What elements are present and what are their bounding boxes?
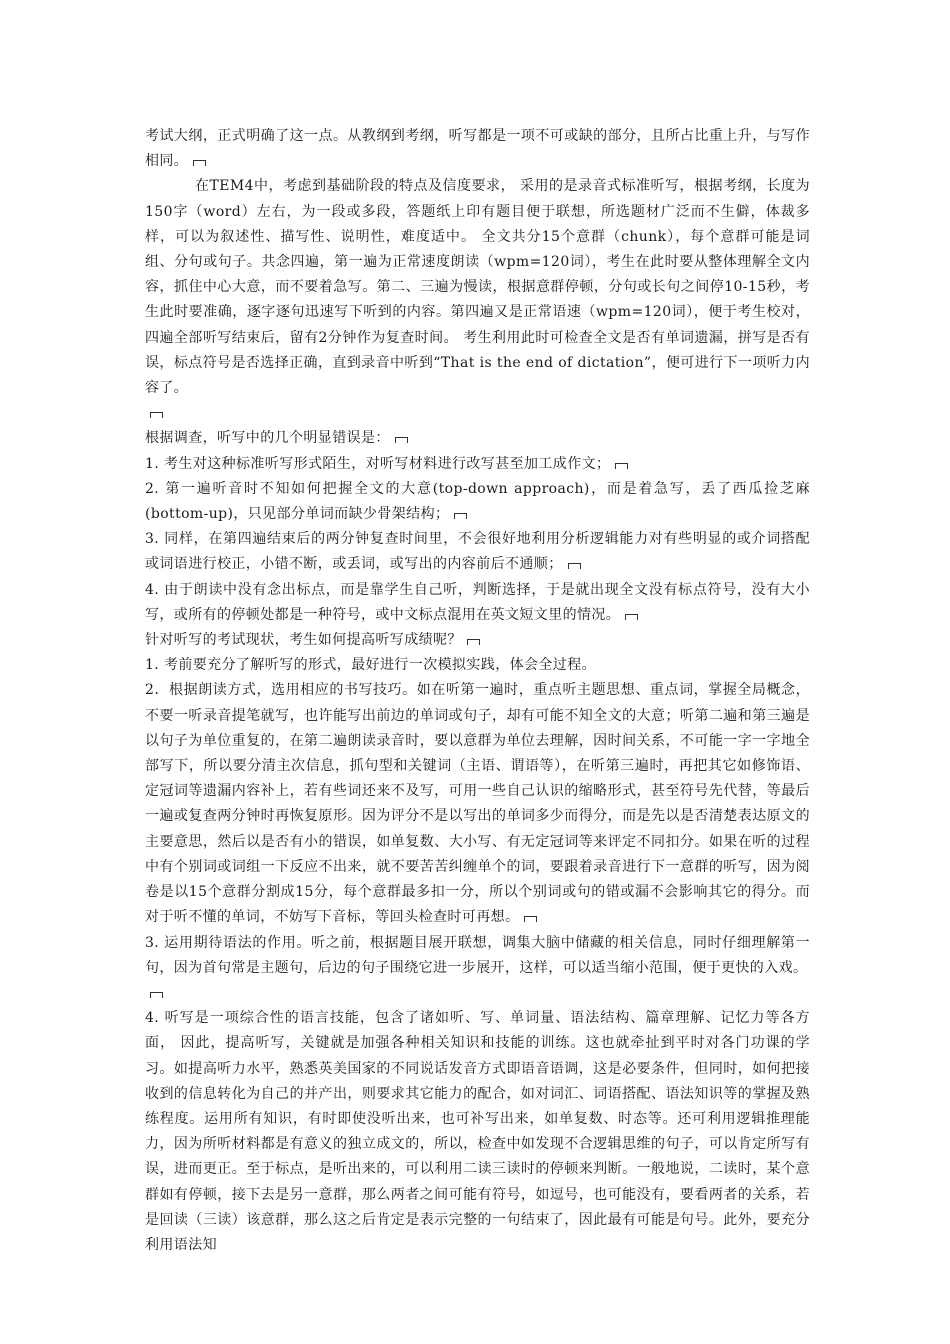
paragraph-tips-heading — [145, 628, 810, 653]
paragraph-mark-icon — [615, 463, 628, 469]
paragraph-text: 4. 听写是一项综合性的语言技能，包含了诸如听、写、单词量、语法结构、篇章理解、记忆力等各方面， 因此，提高听写，关键就是加强各种相关知识和技能的训练。这也就牵扯到平时对各门功课的学习。如提高听力水平，熟悉英美国家的不同说话发音方式即语音语调，这是必要条件，但同时，如何把接收到的信息转化为自己的并产出，则要求其它能力的配合，如对词汇、词语搭配、语法知识等的掌握及熟练程度。运用所有知识，有时即使没听出来，也可补写出来，如单复数、时态等。还可利用逻辑推理能力，因为所听材料都是有意义的独立成文的，所以，检查中如发现不合逻辑思维的句子，可以肯定所写有误，进而更正。至于标点，是听出来的，可以利用二读三读时的停顿来判断。一般地说，二读时，某个意群如有停顿，接下去是另一意群，那么两者之间可能有符号，如逗号，也可能没有，要看两者的关系，若是回读（三读）该意群，那么这之后肯定是表示完整的一句结束了，因此最有可能是句号。此外，要充分利用语法知 — [145, 1010, 810, 1253]
paragraph-text: 1. 考前要充分了解听写的形式，最好进行一次模拟实践，体会全过程。 — [145, 657, 597, 674]
list-item-error-2 — [145, 477, 810, 527]
empty-paragraph — [145, 981, 810, 1006]
list-item-tip-2 — [145, 678, 810, 930]
paragraph-text: 3. 运用期待语法的作用。听之前，根据题目展开联想，调集大脑中储藏的相关信息，同时仔细理解第一句，因为首句常是主题句，后边的句子围绕它进一步展开，这样，可以适当缩小范围，便于更快的入戏。 — [145, 934, 810, 976]
paragraph-mark-icon — [625, 614, 638, 620]
paragraph-text: 2. 第一遍听音时不知如何把握全文的大意(top-down approach)，而是着急写，丢了西瓜捡芝麻(bottom-up)，只见部分单词而缺少骨架结构； — [145, 480, 810, 523]
paragraph-text: 1. 考生对这种标准听写形式陌生，对听写材料进行改写甚至加工成作文； — [145, 455, 611, 472]
paragraph-intro-end — [145, 124, 810, 174]
paragraph-text: 在TEM4中，考虑到基础阶段的特点及信度要求， 采用的是录音式标准听写，根据考纲，长度为150字（word）左右，为一段或多段，答题纸上印有题目便于联想，所选题材广泛而不生僻，体裁多样，可以为叙述性、描写性、说明性，难度适中。 全文共分15个意群（chunk），每个意群可能是词组、分句或句子。共念四遍，第一遍为正常速度朗读（wpm=120词），考生在此时要从整体理解全文内容，抓住中心大意，而不要着急写。第二、三遍为慢读，根据意群停顿，分句或长句之间停10-15秒，考生此时要准确，逐字逐句迅速写下听到的内容。第四遍又是正常语速（wpm=120词），便于考生校对，四遍全部听写结束后，留有2分钟作为复查时间。 考生利用此时可检查全文是否有单词遗漏，拼写是否有误，标点符号是否选择正确，直到录音中听到“That is the end of dictation”，便可进行下一项听力内容了。 — [145, 178, 810, 397]
paragraph-mark-icon — [454, 513, 467, 519]
list-item-tip-4 — [145, 1006, 810, 1258]
paragraph-errors-heading — [145, 426, 810, 451]
list-item-error-4 — [145, 578, 810, 628]
paragraph-text: 针对听写的考试现状，考生如何提高听写成绩呢？ — [145, 632, 462, 649]
document-page — [145, 124, 810, 1258]
list-item-tip-3 — [145, 931, 810, 981]
paragraph-text: 3. 同样，在第四遍结束后的两分钟复查时间里，不会很好地利用分析逻辑能力对有些明显的或介词搭配或词语进行校正，小错不断，或丢词，或写出的内容前后不通顺； — [145, 531, 810, 573]
list-item-error-1 — [145, 452, 810, 477]
list-item-error-3 — [145, 527, 810, 577]
paragraph-text: 考试大纲，正式明确了这一点。从教纲到考纲，听写都是一项不可或缺的部分，且所占比重上升，与写作相同。 — [145, 128, 810, 170]
paragraph-mark-icon — [568, 563, 581, 569]
paragraph-mark-icon — [467, 639, 480, 645]
list-item-tip-1 — [145, 653, 810, 678]
paragraph-tem4-overview — [145, 174, 810, 401]
paragraph-text: 根据调查，听写中的几个明显错误是： — [145, 430, 390, 447]
paragraph-mark-icon — [395, 437, 408, 443]
paragraph-text: 2．根据朗读方式，选用相应的书写技巧。如在听第一遍时，重点听主题思想、重点词，掌握全局概念，不要一听录音提笔就写，也许能写出前边的单词或句子，却有可能不知全文的大意；听第二遍和第三遍是以句子为单位重复的，在第二遍朗读录音时，要以意群为单位去理解，因时间关系，不可能一字一字地全部写下，所以要分清主次信息，抓句型和关键词（主语、谓语等），在听第三遍时，再把其它如修饰语、定冠词等遗漏内容补上，若有些词还来不及写，可用一些自己认识的缩略形式，甚至符号先代替，等最后一遍或复查两分钟时再恢复原形。因为评分不是以写出的单词多少而得分，而是先以是否清楚表达原文的主要意思，然后以是否有小的错误，如单复数、大小写、有无定冠词等来评定不同扣分。如果在听的过程中有个别词或词组一下反应不出来，就不要苦苦纠缠单个的词，要跟着录音进行下一意群的听写，因为阅卷是以15个意群分割成15分，每个意群最多扣一分，所以个别词或句的错或漏不会影响其它的得分。而对于听不懂的单词，不妨写下音标，等回头检查时可再想。 — [145, 682, 810, 926]
paragraph-text: 4. 由于朗读中没有念出标点，而是靠学生自己听，判断选择，于是就出现全文没有标点符号，没有大小写，或所有的停顿处都是一种符号，或中文标点混用在英文短文里的情况。 — [145, 581, 810, 623]
paragraph-mark-icon — [150, 992, 163, 998]
paragraph-mark-icon — [524, 916, 537, 922]
paragraph-mark-icon — [150, 412, 163, 418]
paragraph-mark-icon — [193, 160, 206, 166]
empty-paragraph — [145, 401, 810, 426]
